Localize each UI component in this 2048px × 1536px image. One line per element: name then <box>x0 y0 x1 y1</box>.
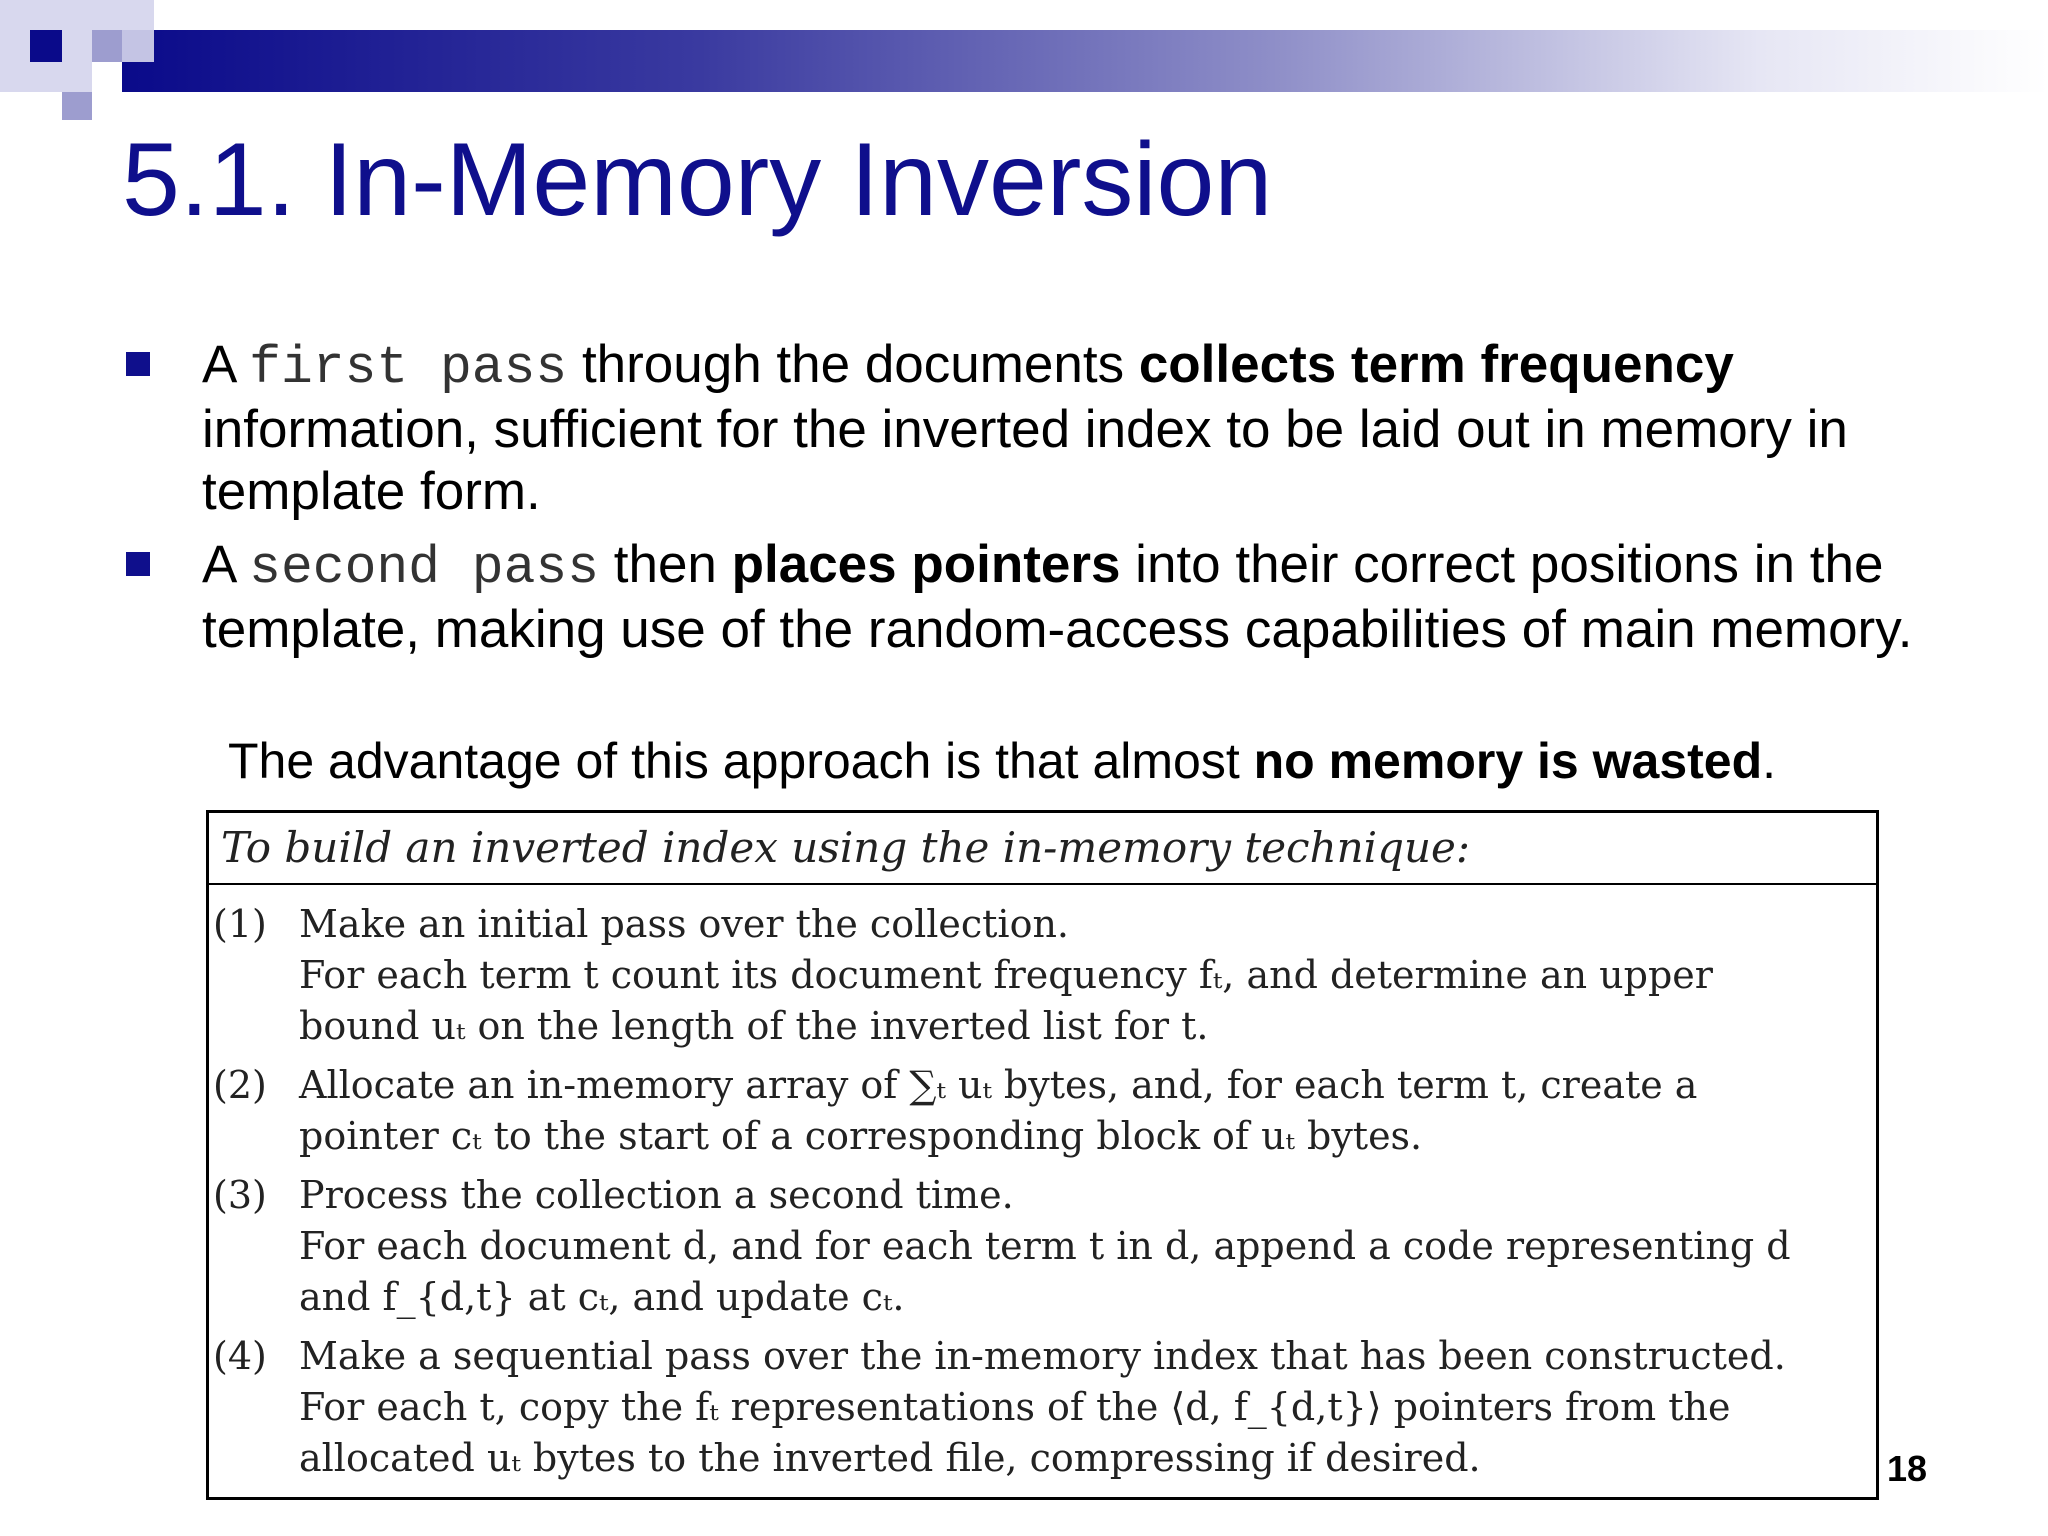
step-line: Make an initial pass over the collection. <box>299 902 1070 946</box>
step-line: allocated uₜ bytes to the inverted file, compressing if desired. <box>299 1436 1481 1480</box>
advantage-emphasis: no memory is wasted <box>1253 733 1763 789</box>
bullet-text-prefix: A <box>202 535 250 594</box>
step-line: For each document d, and for each term t in d, append a code representing d <box>299 1224 1791 1268</box>
header-gradient-band <box>122 30 2048 92</box>
algorithm-step <box>209 1331 1876 1484</box>
step-line: and f_{d,t} at cₜ, and update cₜ. <box>299 1275 905 1319</box>
advantage-note <box>228 730 1776 792</box>
step-number: (2) <box>213 1063 267 1107</box>
bullet-emphasis: collects term frequency <box>1138 335 1734 394</box>
bullet-text-prefix: A <box>202 335 250 394</box>
bullet-text: information, sufficient for the inverted index to be laid out in memory in template form. <box>202 400 1848 521</box>
advantage-text: The advantage of this approach is that almost <box>228 733 1254 789</box>
algorithm-heading: To build an inverted index using the in-memory technique: <box>209 813 1876 885</box>
bullet-text: then <box>599 535 732 594</box>
decorative-square <box>62 92 92 120</box>
bullet-second-pass <box>202 534 2002 661</box>
step-line: pointer cₜ to the start of a corresponding block of uₜ bytes. <box>299 1114 1423 1158</box>
bullet-first-pass <box>202 334 2002 523</box>
bullet-code-term: second pass <box>249 538 600 598</box>
algorithm-step <box>209 899 1876 1052</box>
slide-title: 5.1. In-Memory Inversion <box>122 122 1273 238</box>
bullet-text: through the documents <box>567 335 1139 394</box>
algorithm-box <box>206 810 1879 1500</box>
step-line: Process the collection a second time. <box>299 1173 1014 1217</box>
advantage-end: . <box>1762 733 1777 789</box>
algorithm-step <box>209 1060 1876 1162</box>
algorithm-steps <box>209 885 1876 1484</box>
square-bullet-icon <box>126 352 150 376</box>
page-number: 18 <box>1887 1448 1928 1489</box>
square-bullet-icon <box>126 552 150 576</box>
step-line: Allocate an in-memory array of ∑ₜ uₜ bytes, and, for each term t, create a <box>299 1063 1698 1107</box>
decorative-square <box>92 0 154 30</box>
step-number: (3) <box>213 1173 267 1217</box>
step-number: (4) <box>213 1334 267 1378</box>
step-line: bound uₜ on the length of the inverted list for t. <box>299 1004 1209 1048</box>
step-number: (1) <box>213 902 267 946</box>
algorithm-step <box>209 1170 1876 1323</box>
decorative-square <box>30 30 62 62</box>
step-line: For each term t count its document frequency fₜ, and determine an upper <box>299 953 1713 997</box>
bullet-emphasis: places pointers <box>731 535 1121 594</box>
bullet-code-term: first pass <box>249 338 568 398</box>
step-line: For each t, copy the fₜ representations of the ⟨d, f_{d,t}⟩ pointers from the <box>299 1385 1731 1429</box>
step-line: Make a sequential pass over the in-memory index that has been constructed. <box>299 1334 1786 1378</box>
decorative-square <box>92 30 122 62</box>
decorative-square <box>122 30 154 62</box>
bullet-text: into their correct positions in the template, making use of the random-access capabilities of main memory. <box>202 535 1913 659</box>
